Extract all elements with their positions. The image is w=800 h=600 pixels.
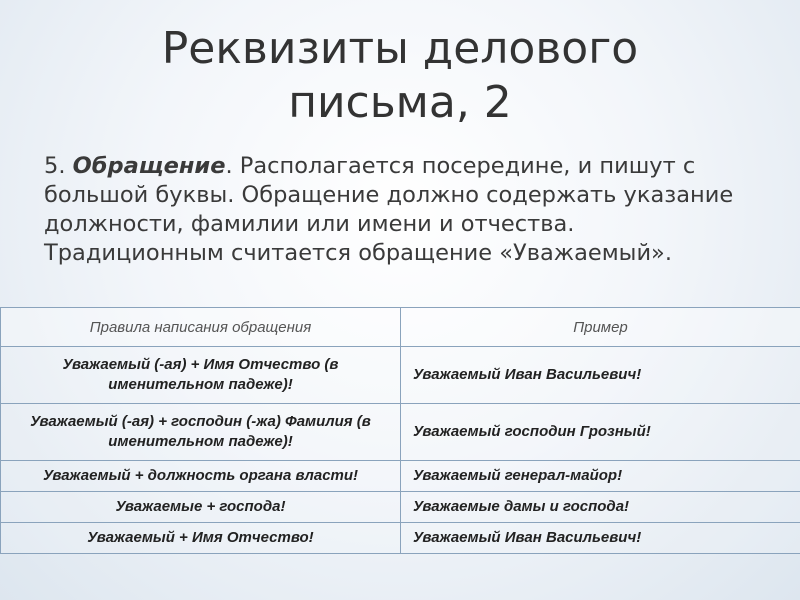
rule-cell: Уважаемый + должность органа власти! xyxy=(1,461,401,492)
address-rules-table xyxy=(0,307,800,554)
slide-title xyxy=(0,22,800,130)
rule-cell: Уважаемый + Имя Отчество! xyxy=(1,523,401,554)
example-cell: Уважаемые дамы и господа! xyxy=(401,492,800,523)
example-cell: Уважаемый господин Грозный! xyxy=(401,404,800,461)
header-rules: Правила написания обращения xyxy=(1,308,401,347)
example-cell: Уважаемый генерал-майор! xyxy=(401,461,800,492)
table-header-row xyxy=(1,308,800,347)
slide-title-line-2: письма, 2 xyxy=(288,77,512,128)
header-example: Пример xyxy=(401,308,800,347)
rule-cell: Уважаемый (-ая) + господин (-жа) Фамилия (в именительном падеже)! xyxy=(1,404,401,461)
example-cell: Уважаемый Иван Васильевич! xyxy=(401,347,800,404)
paragraph-number: 5. xyxy=(44,153,73,179)
rule-cell: Уважаемый (-ая) + Имя Отчество (в именительном падеже)! xyxy=(1,347,401,404)
example-cell: Уважаемый Иван Васильевич! xyxy=(401,523,800,554)
paragraph-text: . Располагается посередине, и пишут с большой буквы. Обращение должно содержать указание должности, фамилии или имени и отчества. Традиционным считается обращение «Уважаемый». xyxy=(44,153,734,266)
body-paragraph xyxy=(44,152,744,268)
table-row xyxy=(1,523,800,554)
paragraph-lead-term: Обращение xyxy=(72,153,226,179)
table-row xyxy=(1,347,800,404)
table-row xyxy=(1,492,800,523)
table-row xyxy=(1,404,800,461)
slide-title-line-1: Реквизиты делового xyxy=(161,23,639,74)
rule-cell: Уважаемые + господа! xyxy=(1,492,401,523)
table-row xyxy=(1,461,800,492)
